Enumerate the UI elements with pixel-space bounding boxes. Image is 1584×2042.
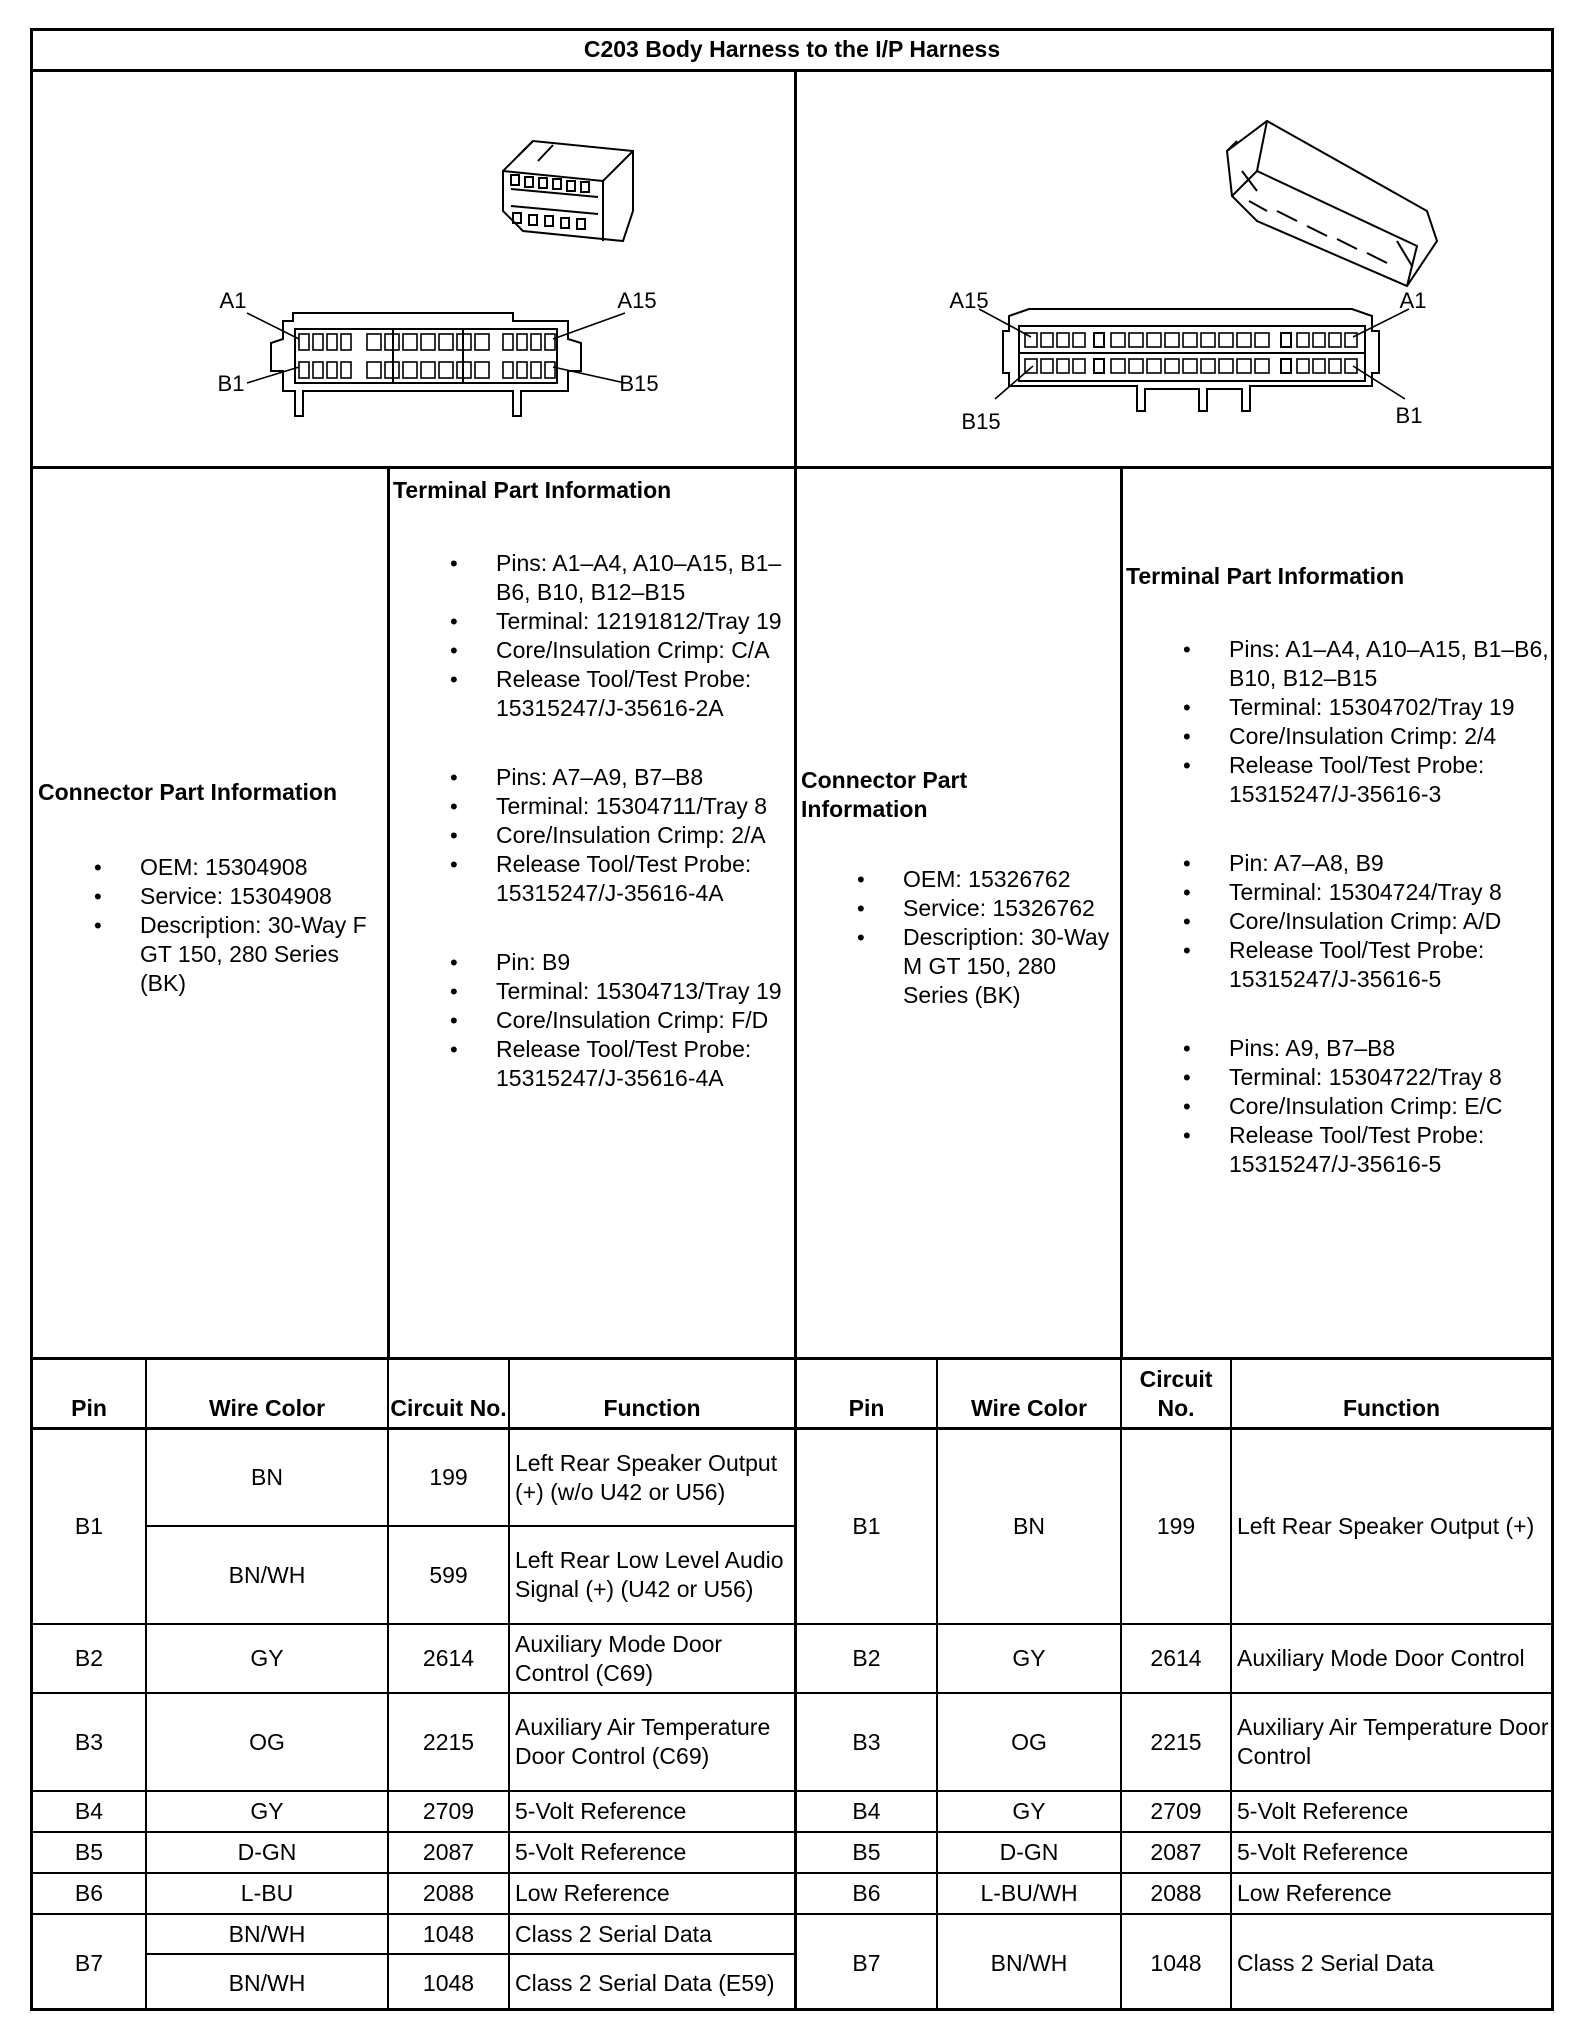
circuit-cell: 2215: [422, 1728, 475, 1755]
function-cell: Class 2 Serial Data: [515, 1920, 712, 1947]
list-item: • Core/Insulation Crimp: C/A: [496, 636, 791, 665]
terminal-part-info-heading: Terminal Part Information: [393, 477, 672, 503]
circuit-cell: 2088: [422, 1880, 475, 1906]
female-connector-drawing: [33, 71, 793, 467]
function-cell: 5-Volt Reference: [1237, 1798, 1409, 1824]
header-pin: Pin: [848, 1395, 885, 1421]
list-item: • Release Tool/Test Probe: 15315247/J-35616-4A: [496, 850, 791, 908]
wire-color-cell: GY: [250, 1798, 284, 1824]
wire-color-cell: OG: [1011, 1728, 1047, 1755]
list-item: • Release Tool/Test Probe: 15315247/J-35616-3: [1229, 751, 1549, 809]
circuit-cell: 2709: [1150, 1798, 1202, 1824]
female-terminal-list: [496, 549, 791, 1093]
wire-color-cell: BN: [1013, 1513, 1045, 1539]
circuit-cell: 1048: [422, 1969, 475, 1996]
list-item: • Pin: A7–A8, B9: [1229, 849, 1549, 878]
wire-color-cell: BN: [251, 1464, 283, 1490]
wire-color-cell: BN/WH: [990, 1949, 1068, 1976]
list-item: • Release Tool/Test Probe: 15315247/J-35616-4A: [496, 1035, 791, 1093]
function-cell: Low Reference: [1237, 1880, 1392, 1906]
male-connector-face: [1003, 309, 1379, 411]
wire-color-cell: BN/WH: [228, 1561, 306, 1588]
list-item: • Terminal: 12191812/Tray 19: [496, 607, 791, 636]
wire-color-cell: OG: [249, 1728, 285, 1755]
list-item: • Core/Insulation Crimp: F/D: [496, 1006, 791, 1035]
wire-color-cell: L-BU/WH: [980, 1880, 1078, 1906]
label-a1: A1: [219, 288, 247, 313]
wire-color-cell: GY: [1012, 1645, 1046, 1671]
list-item: • Pins: A1–A4, A10–A15, B1–B6, B10, B12–B15: [496, 549, 791, 607]
wire-color-cell: L-BU: [240, 1880, 294, 1906]
circuit-cell: 1048: [422, 1920, 475, 1947]
function-cell: Auxiliary Air Temperature Door Control: [1237, 1714, 1549, 1769]
function-cell: 5-Volt Reference: [1237, 1839, 1409, 1865]
label-a15: A15: [617, 288, 657, 313]
pin-cell: B6: [74, 1880, 104, 1906]
list-item: • Core/Insulation Crimp: 2/4: [1229, 722, 1549, 751]
female-connector-face: [271, 313, 581, 416]
pin-cell: B3: [74, 1728, 104, 1755]
circuit-cell: 1048: [1150, 1949, 1202, 1976]
page-title: C203 Body Harness to the I/P Harness: [583, 36, 1001, 62]
list-item: • Pins: A9, B7–B8: [1229, 1034, 1549, 1063]
female-connector-iso-icon: [503, 141, 633, 241]
wire-color-cell: BN/WH: [228, 1920, 306, 1947]
function-cell: Class 2 Serial Data (E59): [515, 1969, 775, 1996]
wire-color-cell: D-GN: [999, 1839, 1059, 1865]
wire-color-cell: D-GN: [237, 1839, 297, 1865]
function-cell: Class 2 Serial Data: [1237, 1949, 1434, 1976]
list-item: • Core/Insulation Crimp: 2/A: [496, 821, 791, 850]
list-item: • Pins: A7–A9, B7–B8: [496, 763, 791, 792]
list-item: • OEM: 15326762: [903, 865, 1118, 894]
function-cell: Left Rear Speaker Output (+) (w/o U42 or U56): [515, 1449, 778, 1505]
function-cell: Auxiliary Air Temperature Door Control (C69): [515, 1714, 771, 1769]
circuit-cell: 2709: [422, 1798, 475, 1824]
terminal-part-info-heading: Terminal Part Information: [1126, 563, 1405, 589]
list-item: • Release Tool/Test Probe: 15315247/J-35616-5: [1229, 936, 1549, 994]
label-b15: B15: [619, 371, 659, 396]
wire-color-cell: BN/WH: [228, 1969, 306, 1996]
label-b1: B1: [1395, 403, 1423, 428]
pin-cell: B1: [852, 1513, 881, 1539]
circuit-cell: 199: [429, 1464, 468, 1490]
function-cell: 5-Volt Reference: [515, 1798, 687, 1824]
list-item: • Service: 15304908: [140, 882, 380, 911]
label-a15: A15: [949, 288, 989, 313]
function-cell: Left Rear Low Level Audio Signal (+) (U42 or U56): [515, 1547, 784, 1602]
label-b15: B15: [961, 409, 1001, 434]
circuit-cell: 2087: [1150, 1839, 1202, 1865]
male-connector-list: [903, 865, 1118, 1010]
list-item: • Terminal: 15304722/Tray 8: [1229, 1063, 1549, 1092]
list-item: • Service: 15326762: [903, 894, 1118, 923]
pin-cell: B2: [74, 1645, 104, 1671]
connector-part-info-heading: Connector Part Information: [801, 767, 968, 822]
function-cell: 5-Volt Reference: [515, 1839, 687, 1865]
header-wire-color: Wire Color: [208, 1395, 326, 1421]
header-function: Function: [603, 1395, 701, 1421]
pin-cell: B7: [74, 1949, 104, 1976]
header-circuit: Circuit No.: [390, 1395, 507, 1421]
male-terminal-list: [1229, 635, 1549, 1179]
list-item: • Core/Insulation Crimp: A/D: [1229, 907, 1549, 936]
function-cell: Auxiliary Mode Door Control (C69): [515, 1630, 723, 1686]
list-item: • Terminal: 15304713/Tray 19: [496, 977, 791, 1006]
label-b1: B1: [217, 371, 245, 396]
list-item: • Description: 30-Way M GT 150, 280 Series (BK): [903, 923, 1118, 1010]
list-item: • Pin: B9: [496, 948, 791, 977]
male-connector-drawing: [797, 71, 1551, 467]
list-item: • Release Tool/Test Probe: 15315247/J-35616-5: [1229, 1121, 1549, 1179]
circuit-cell: 2614: [1150, 1645, 1202, 1671]
list-item: • OEM: 15304908: [140, 853, 380, 882]
pin-cell: B5: [74, 1839, 104, 1865]
male-connector-iso-icon: [1227, 121, 1437, 286]
list-item: • Release Tool/Test Probe: 15315247/J-35616-2A: [496, 665, 791, 723]
pin-cell: B4: [852, 1798, 881, 1824]
header-pin: Pin: [71, 1395, 107, 1421]
list-item: • Pins: A1–A4, A10–A15, B1–B6, B10, B12–B15: [1229, 635, 1549, 693]
list-item: • Terminal: 15304702/Tray 19: [1229, 693, 1549, 722]
divider: [1120, 466, 1123, 1357]
pin-cell: B2: [852, 1645, 881, 1671]
connector-sheet: [30, 28, 1554, 2011]
header-function: Function: [1342, 1395, 1441, 1421]
list-item: • Terminal: 15304724/Tray 8: [1229, 878, 1549, 907]
pin-cell: B7: [852, 1949, 881, 1976]
circuit-cell: 2088: [1150, 1880, 1202, 1906]
wire-color-cell: GY: [250, 1645, 284, 1671]
female-connector-list: [140, 853, 380, 998]
pin-cell: B4: [74, 1798, 104, 1824]
function-cell: Auxiliary Mode Door Control: [1237, 1645, 1525, 1671]
list-item: • Core/Insulation Crimp: E/C: [1229, 1092, 1549, 1121]
function-cell: Low Reference: [515, 1880, 670, 1906]
header-circuit: Circuit No.: [1139, 1366, 1213, 1421]
circuit-cell: 2215: [1150, 1728, 1202, 1755]
circuit-cell: 599: [429, 1561, 468, 1588]
pin-cell: B5: [852, 1839, 881, 1865]
function-cell: Left Rear Speaker Output (+): [1237, 1513, 1535, 1539]
label-a1: A1: [1399, 288, 1427, 313]
divider: [387, 466, 390, 1357]
circuit-cell: 2087: [422, 1839, 475, 1865]
pin-cell: B1: [74, 1513, 104, 1539]
circuit-cell: 2614: [422, 1645, 475, 1671]
list-item: • Description: 30-Way F GT 150, 280 Series (BK): [140, 911, 380, 998]
pin-cell: B3: [852, 1728, 881, 1755]
connector-part-info-heading: Connector Part Information: [38, 779, 338, 805]
list-item: • Terminal: 15304711/Tray 8: [496, 792, 791, 821]
pin-cell: B6: [852, 1880, 881, 1906]
circuit-cell: 199: [1156, 1513, 1196, 1539]
wire-color-cell: GY: [1012, 1798, 1046, 1824]
header-wire-color: Wire Color: [970, 1395, 1088, 1421]
